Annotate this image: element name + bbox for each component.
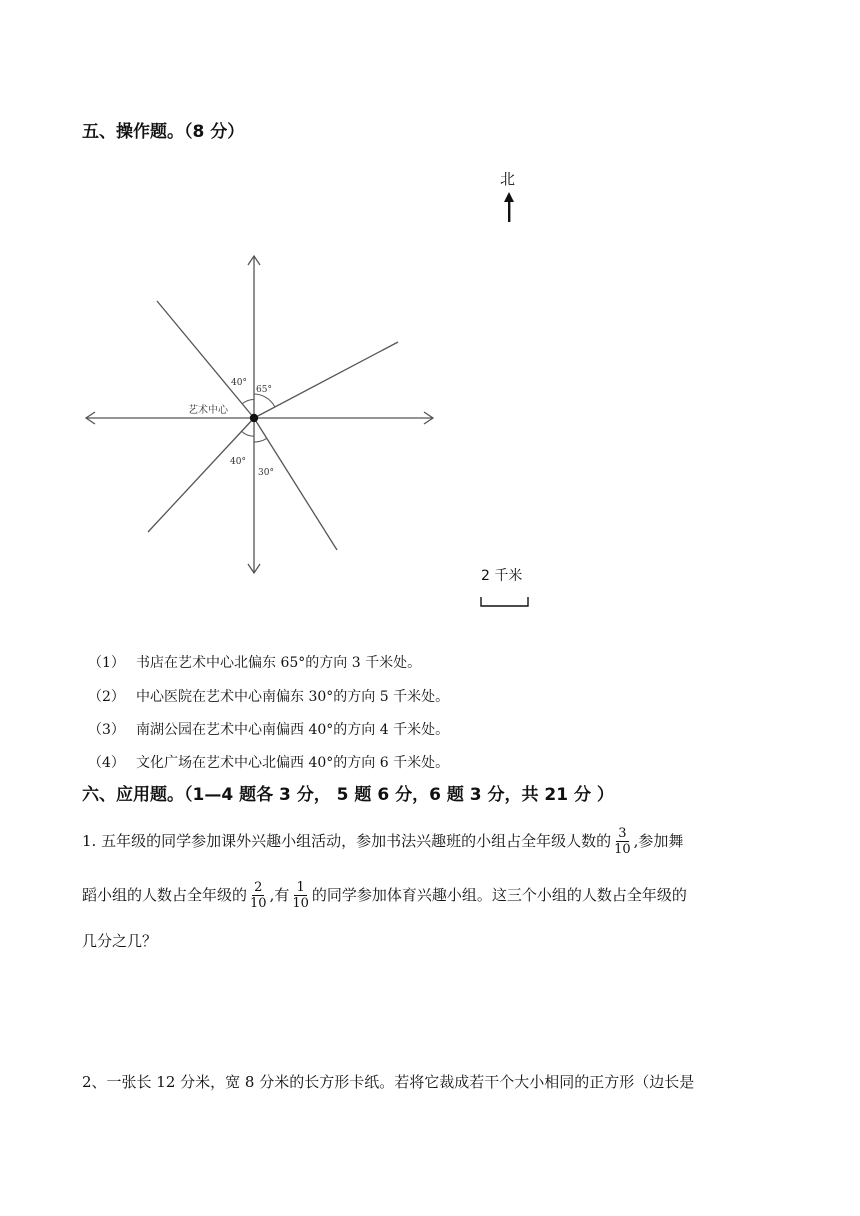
- task-item-number: （1）: [88, 655, 125, 671]
- fraction-3-10: $\frac{3}{10}$: [614, 825, 631, 857]
- question-1-text: 几分之几？: [82, 932, 158, 950]
- center-point: [250, 414, 258, 422]
- section-5-title: 五、操作题。（8 分）: [82, 122, 245, 142]
- task-item-number: （3）: [88, 722, 125, 738]
- question-1: [82, 823, 782, 949]
- question-2: 2、一张长 12 分米，宽 8 分米的长方形卡纸。若将它裁成若干个大小相同的正方形（边长是: [82, 1073, 695, 1091]
- center-label: 艺术中心: [188, 405, 228, 416]
- scale-bar: [478, 594, 534, 610]
- task-item-number: （4）: [88, 755, 125, 771]
- angle-label-sw: 40°: [230, 457, 246, 467]
- task-item-text: 文化广场在艺术中心北偏西 40°的方向 6 千米处。: [136, 755, 450, 771]
- task-item-text: 南湖公园在艺术中心南偏西 40°的方向 4 千米处。: [136, 722, 450, 738]
- task-item-3: [88, 719, 449, 739]
- task-item-number: （2）: [88, 689, 125, 705]
- angle-label-ne: 65°: [256, 385, 272, 395]
- task-item-text: 中心医院在艺术中心南偏东 30°的方向 5 千米处。: [136, 689, 450, 705]
- question-1-text: 蹈小组的人数占全年级的: [82, 886, 248, 904]
- task-item-text: 书店在艺术中心北偏东 65°的方向 3 千米处。: [136, 655, 422, 671]
- angle-label-se: 30°: [258, 468, 274, 478]
- question-1-text: ,有: [269, 886, 290, 904]
- task-item-1: [88, 652, 421, 672]
- fraction-2-10: $\frac{2}{10}$: [250, 879, 267, 911]
- task-item-4: [88, 752, 449, 772]
- section-6-title: 六、应用题。（1—4 题各 3 分， 5 题 6 分，6 题 3 分，共 21 分 ）: [82, 785, 614, 805]
- task-item-2: [88, 686, 449, 706]
- question-1-text: 的同学参加体育兴趣小组。这三个小组的人数占全年级的: [311, 886, 687, 904]
- angle-label-nw: 40°: [231, 378, 247, 388]
- scale-label: 2 千米: [481, 568, 523, 584]
- question-1-text: ,参加舞: [633, 832, 684, 850]
- question-1-text: 1. 五年级的同学参加课外兴趣小组活动，参加书法兴趣班的小组占全年级人数的: [82, 832, 612, 850]
- fraction-1-10: $\frac{1}{10}$: [292, 879, 309, 911]
- north-label: 北: [500, 170, 516, 188]
